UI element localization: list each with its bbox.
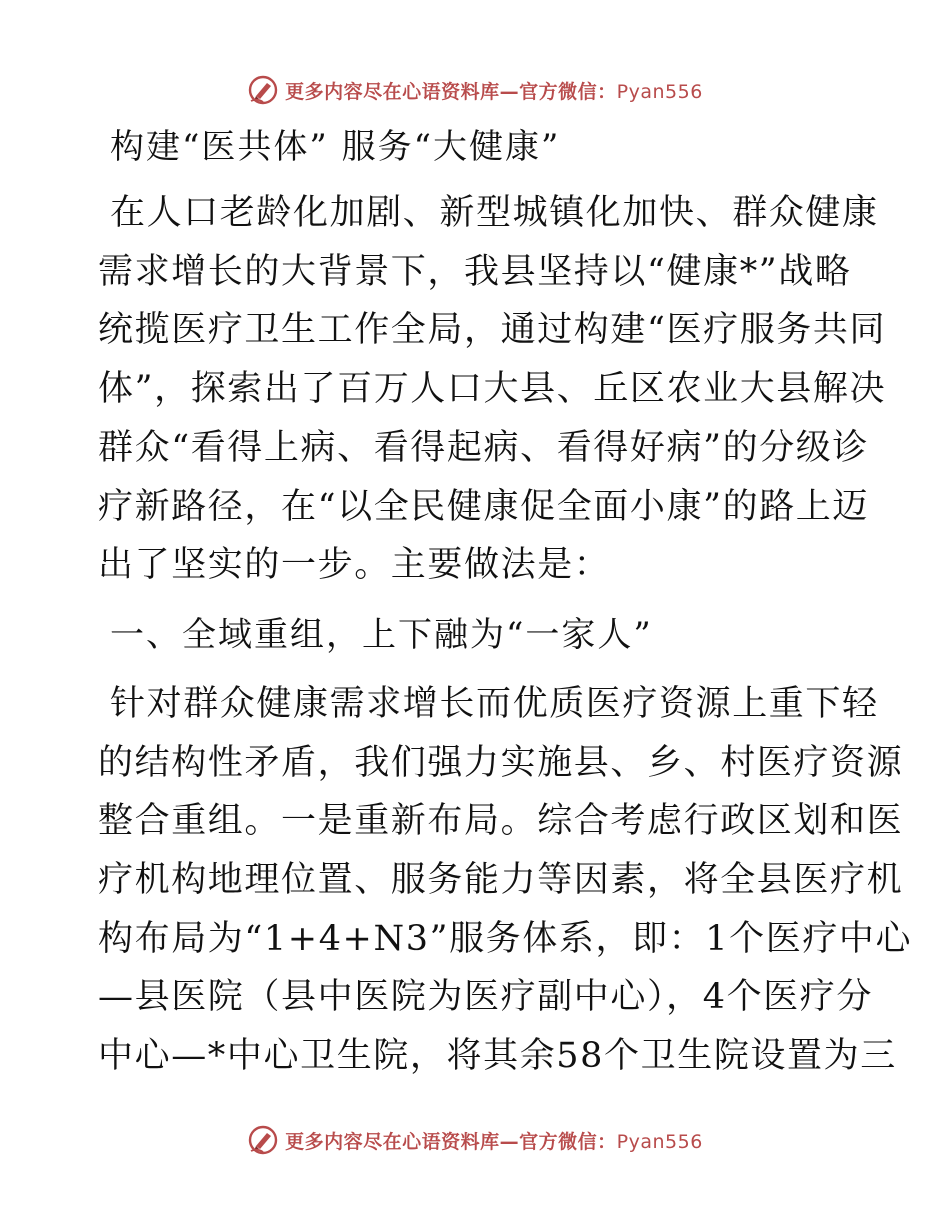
- text-line: 疗机构地理位置、服务能力等因素，将全县医疗机: [98, 860, 904, 901]
- text-line: 中心—*中心卫生院，将其余58个卫生院设置为三: [98, 1036, 897, 1077]
- text-line: 针对群众健康需求增长而优质医疗资源上重下轻: [110, 683, 879, 724]
- text-line: 群众“看得上病、看得起病、看得好病”的分级诊: [98, 427, 869, 468]
- text-line: 整合重组。一是重新布局。综合考虑行政区划和医: [98, 801, 904, 842]
- pen-logo-icon: [247, 74, 279, 106]
- section-paragraph: [98, 675, 913, 1086]
- text-line: 出了坚实的一步。主要做法是：: [98, 545, 611, 586]
- watermark-handle: Pyan556: [616, 80, 703, 103]
- watermark-handle: Pyan556: [616, 1130, 703, 1153]
- text-line: 体”，探索出了百万人口大县、丘区农业大县解决: [98, 369, 887, 410]
- text-line: 统揽医疗卫生工作全局，通过构建“医疗服务共同: [98, 310, 887, 351]
- pen-logo-icon: [247, 1124, 279, 1156]
- intro-paragraph: [98, 184, 887, 595]
- document-title: 构建“医共体” 服务“大健康”: [110, 127, 561, 167]
- header-watermark: [0, 72, 950, 108]
- text-line: 需求增长的大背景下，我县坚持以“健康*”战略: [98, 251, 852, 292]
- watermark-text: 更多内容尽在心语资料库—官方微信：Pyan556: [285, 1130, 703, 1153]
- text-line: 的结构性矛盾，我们强力实施县、乡、村医疗资源: [98, 742, 904, 783]
- text-line: 疗新路径，在“以全民健康促全面小康”的路上迈: [98, 486, 869, 527]
- text-line: 在人口老龄化加剧、新型城镇化加快、群众健康: [110, 193, 879, 233]
- document-body: [98, 122, 913, 1086]
- text-line: 构布局为“1+4+N3”服务体系，即：1个医疗中心: [98, 918, 913, 959]
- footer-watermark: [0, 1122, 950, 1158]
- section-heading: 一、全域重组，上下融为“一家人”: [110, 614, 653, 655]
- watermark-text: 更多内容尽在心语资料库—官方微信：Pyan556: [285, 80, 703, 103]
- text-line: —县医院（县中医院为医疗副中心），4个医疗分: [98, 977, 873, 1018]
